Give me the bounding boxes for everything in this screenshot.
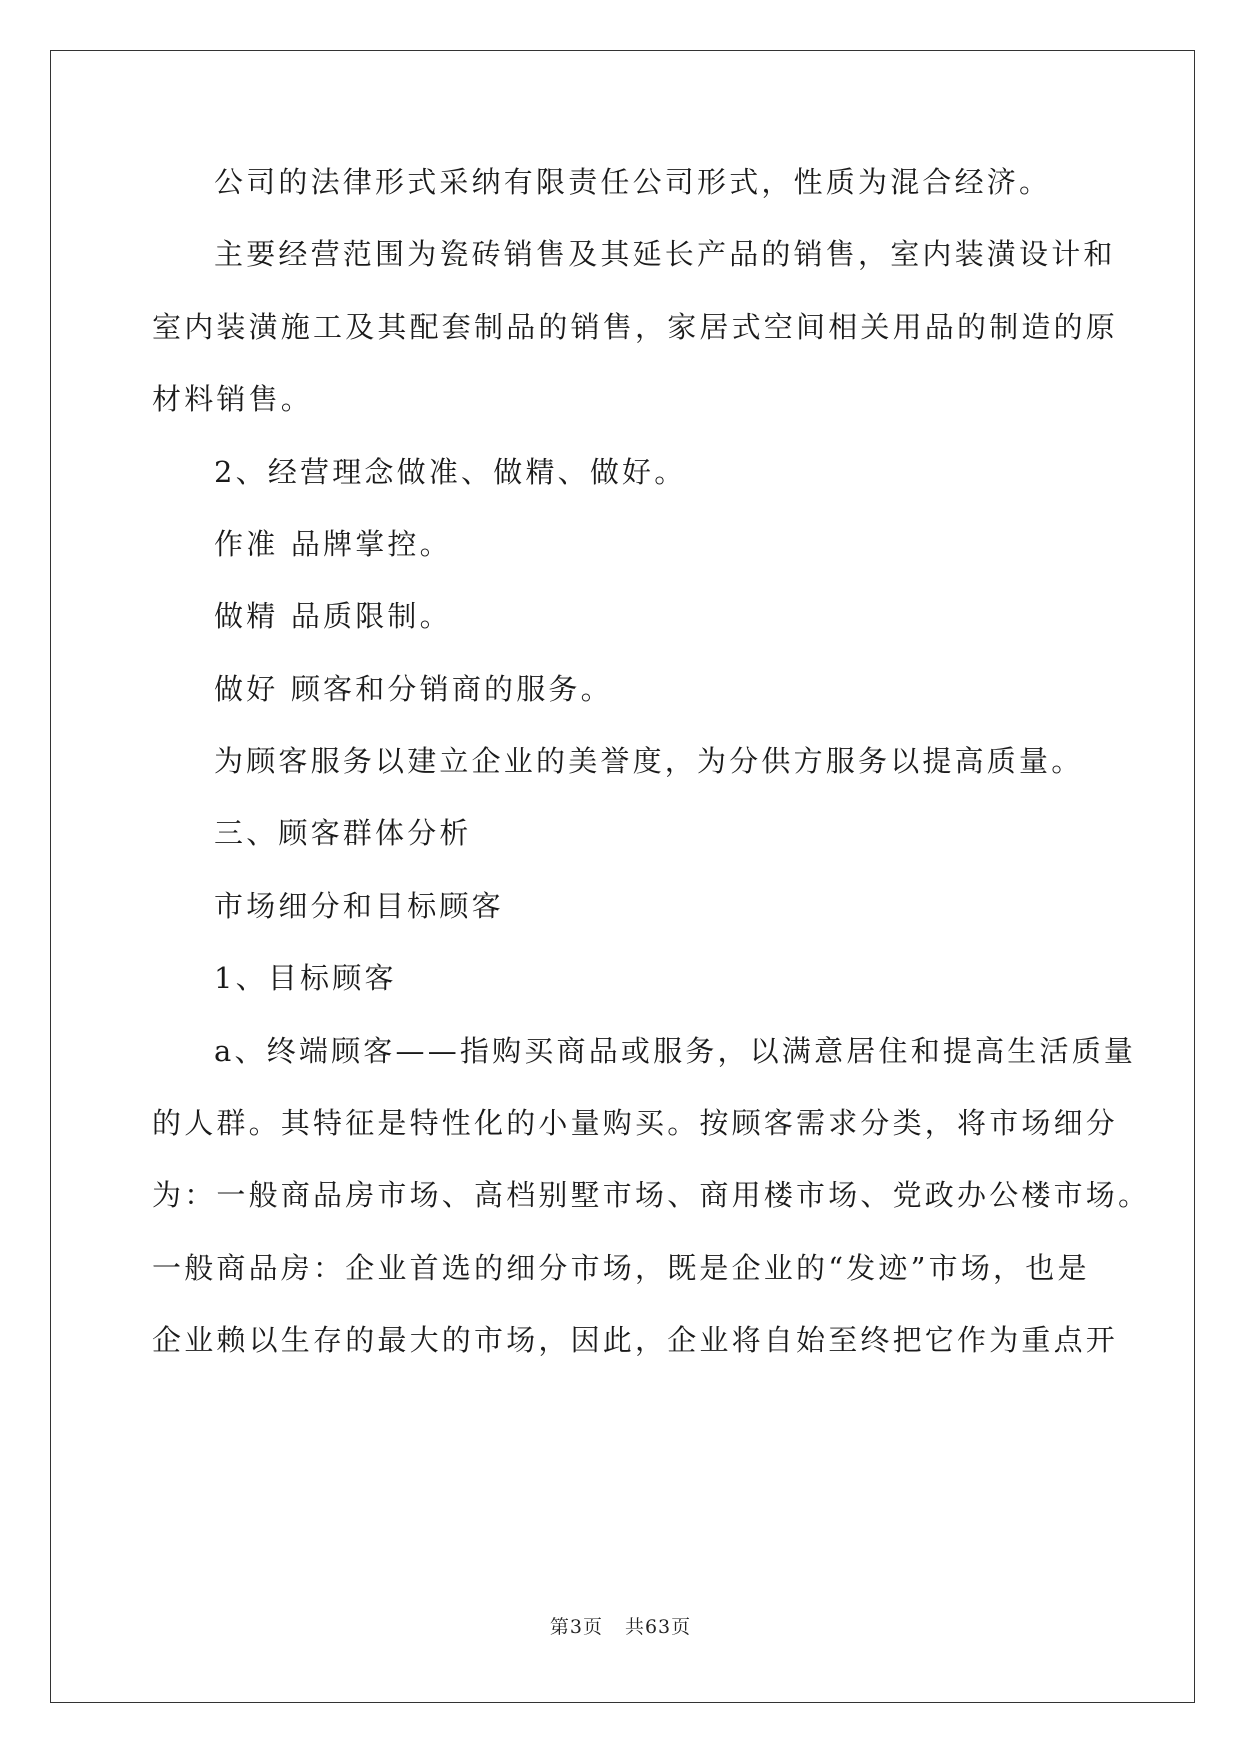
paragraph-line: 主要经营范围为瓷砖销售及其延长产品的销售，室内装潢设计和 xyxy=(214,237,1116,271)
page-border xyxy=(50,50,1195,1703)
paragraph-line: 室内装潢施工及其配套制品的销售，家居式空间相关用品的制造的原 xyxy=(152,310,1119,344)
page-number: 第3页 xyxy=(549,1616,603,1638)
subsection-heading: 1、目标顾客 xyxy=(214,961,397,995)
paragraph-line: 的人群。其特征是特性化的小量购买。按顾客需求分类，将市场细分 xyxy=(152,1106,1119,1140)
subsection-heading: 市场细分和目标顾客 xyxy=(214,889,504,923)
paragraph-line: 材料销售。 xyxy=(152,382,314,416)
page-footer xyxy=(0,1612,1241,1639)
section-heading: 三、顾客群体分析 xyxy=(214,816,472,850)
paragraph-line: 为：一般商品房市场、高档别墅市场、商用楼市场、党政办公楼市场。 xyxy=(152,1178,1151,1212)
paragraph-line: 作准 品牌掌控。 xyxy=(214,527,452,561)
paragraph-line: 企业赖以生存的最大的市场，因此，企业将自始至终把它作为重点开 xyxy=(152,1323,1119,1357)
paragraph-line: 为顾客服务以建立企业的美誉度，为分供方服务以提高质量。 xyxy=(214,744,1084,778)
paragraph-line: 一般商品房：企业首选的细分市场，既是企业的“发迹”市场，也是 xyxy=(152,1251,1090,1285)
paragraph-line: 公司的法律形式采纳有限责任公司形式，性质为混合经济。 xyxy=(214,165,1052,199)
paragraph-line: 做好 顾客和分销商的服务。 xyxy=(214,672,613,706)
page-total: 共63页 xyxy=(624,1616,692,1638)
paragraph-line: 做精 品质限制。 xyxy=(214,599,452,633)
paragraph-line: a、终端顾客——指购买商品或服务，以满意居住和提高生活质量 xyxy=(214,1034,1137,1068)
paragraph-line: 2、经营理念做准、做精、做好。 xyxy=(214,455,687,489)
